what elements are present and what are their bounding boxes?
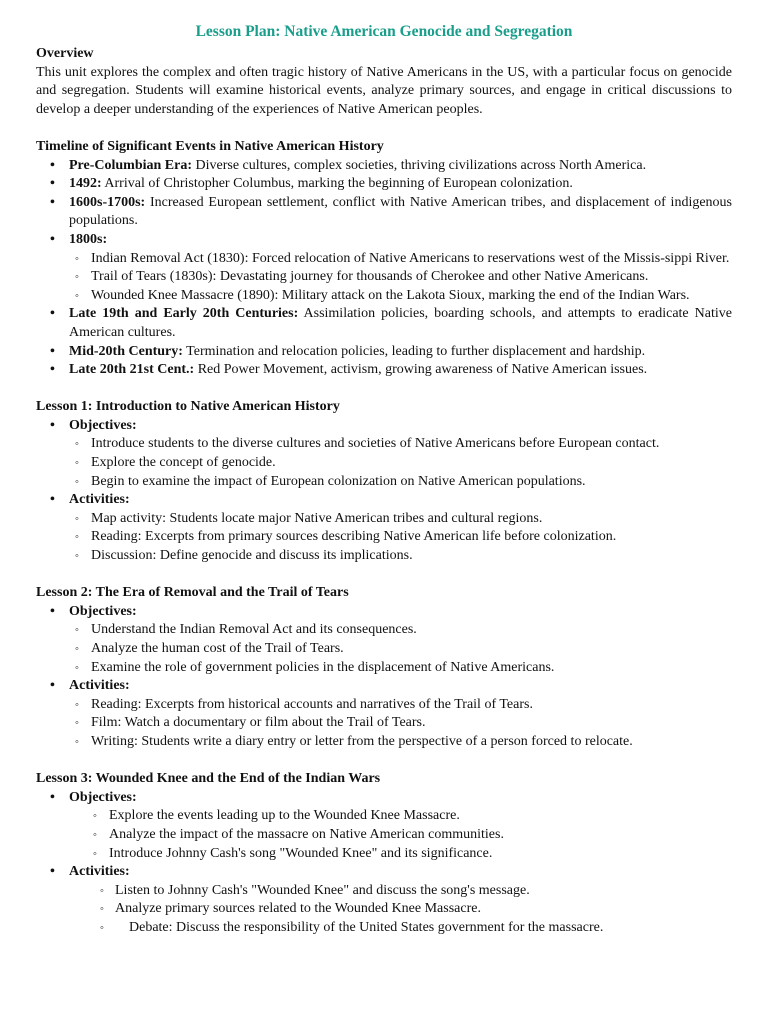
bullet: • bbox=[50, 176, 55, 192]
list-item: • Pre-Columbian Era: Diverse cultures, complex societies, thriving civilizations across North America. bbox=[36, 157, 732, 176]
sub-list bbox=[69, 250, 732, 306]
sub-list-item: ◦ Trail of Tears (1830s): Devastating journey for thousands of Cherokee and other Native Americans. bbox=[75, 269, 649, 285]
list-item: • Objectives: bbox=[50, 417, 137, 433]
sub-list-item: ◦ Explore the events leading up to the Wounded Knee Massacre. bbox=[93, 808, 460, 824]
sub-list-item: ◦ Writing: Students write a diary entry or letter from the perspective of a person forced to relocate. bbox=[75, 733, 633, 749]
list-item: • Objectives: bbox=[50, 789, 137, 805]
sub-list-item: ◦ Indian Removal Act (1830): Forced relocation of Native Americans to reservations west of the Missis-sippi River. bbox=[75, 250, 730, 266]
bullet: • bbox=[50, 157, 55, 173]
sub-list-item: ◦ Explore the concept of genocide. bbox=[75, 455, 276, 471]
lesson3-heading: Lesson 3: Wounded Knee and the End of the Indian Wars bbox=[36, 771, 381, 787]
sub-list-item: ◦ Understand the Indian Removal Act and its consequences. bbox=[75, 622, 417, 638]
list-item: • Activities: bbox=[50, 678, 130, 694]
sub-list-item: ◦ Reading: Excerpts from primary sources describing Native American life before colonization. bbox=[75, 529, 617, 545]
bullet: • bbox=[50, 362, 55, 378]
list-item: • 1492: Arrival of Christopher Columbus, marking the beginning of European colonization. bbox=[36, 175, 732, 194]
overview-text: This unit explores the complex and often tragic history of Native Americans in the US, with a particular focus on genocide and segregation. Students will examine historical events, analyze primary sources, and engage in critical discussions to develop a deeper understanding of the experiences of Native American peoples. bbox=[36, 64, 732, 117]
document-page bbox=[36, 22, 732, 938]
list-item: • 1800s: ◦ Indian Removal Act (1830): Forced relocation of Native Americans to reservations west of the Missis-sippi River. ◦ Trail of Tears (1830s): Devastating journey for thousands of Cherokee and other Native Americans. ◦ Wounded Knee Massacre (1890): Military attack on the Lakota Sioux, marking the end of the Indian Wars. bbox=[36, 231, 732, 305]
sub-list-item: ◦ Film: Watch a documentary or film about the Trail of Tears. bbox=[75, 715, 426, 731]
list-item: • Mid-20th Century: Termination and relocation policies, leading to further displacement and hardship. bbox=[36, 343, 732, 362]
sub-list-item: ◦ Analyze the human cost of the Trail of Tears. bbox=[75, 641, 344, 656]
sub-list-item: ◦ Introduce Johnny Cash's song "Wounded Knee" and its significance. bbox=[93, 845, 493, 861]
bullet: • bbox=[50, 306, 55, 322]
list-item: • Activities: bbox=[50, 492, 130, 508]
sub-list-item: ◦ Wounded Knee Massacre (1890): Military attack on the Lakota Sioux, marking the end of the Indian Wars. bbox=[75, 287, 690, 303]
sub-list-item: ◦ Reading: Excerpts from historical accounts and narratives of the Trail of Tears. bbox=[75, 696, 533, 712]
bullet: • bbox=[50, 343, 55, 359]
list-item: • 1600s-1700s: Increased European settlement, conflict with Native American tribes, and displacement of indigenous populations. bbox=[50, 194, 732, 229]
sub-list-item: ◦ Discussion: Define genocide and discuss its implications. bbox=[75, 548, 413, 564]
lesson1-heading: Lesson 1: Introduction to Native American History bbox=[36, 399, 340, 415]
overview-heading: Overview bbox=[36, 46, 94, 61]
lesson2-heading: Lesson 2: The Era of Removal and the Trail of Tears bbox=[36, 585, 349, 601]
sub-list-item: ◦ Analyze primary sources related to the Wounded Knee Massacre. bbox=[100, 901, 481, 917]
page-title: Lesson Plan: Native American Genocide and Segregation bbox=[195, 23, 573, 40]
list-item: • Late 19th and Early 20th Centuries: Assimilation policies, boarding schools, and attempts to eradicate Native American cultures. bbox=[50, 306, 732, 340]
lesson2-list bbox=[36, 603, 732, 752]
timeline-heading: Timeline of Significant Events in Native American History bbox=[36, 138, 384, 154]
lesson1-list bbox=[36, 417, 732, 566]
timeline-list bbox=[36, 157, 732, 380]
list-item: • Objectives: bbox=[50, 603, 137, 619]
sub-list-item: ◦ Analyze the impact of the massacre on Native American communities. bbox=[93, 826, 504, 842]
bullet: • bbox=[50, 194, 55, 210]
list-item: • Activities: bbox=[50, 864, 130, 880]
sub-list-item: ◦ Map activity: Students locate major Native American tribes and cultural regions. bbox=[75, 510, 543, 526]
lesson3-list bbox=[36, 789, 732, 938]
list-item: • Late 20th 21st Cent.: Red Power Movement, activism, growing awareness of Native American issues. bbox=[36, 361, 732, 380]
sub-list-item: ◦ Listen to Johnny Cash's "Wounded Knee" and discuss the song's message. bbox=[100, 882, 530, 898]
bullet: • bbox=[50, 231, 55, 247]
sub-list-item: ◦ Examine the role of government policies in the displacement of Native Americans. bbox=[75, 659, 555, 675]
sub-list-item: ◦ Debate: Discuss the responsibility of the United States government for the massacre. bbox=[100, 919, 604, 935]
sub-list-item: ◦ Introduce students to the diverse cultures and societies of Native Americans before European contact. bbox=[75, 436, 660, 452]
sub-list-item: ◦ Begin to examine the impact of European colonization on Native American populations. bbox=[75, 473, 586, 489]
